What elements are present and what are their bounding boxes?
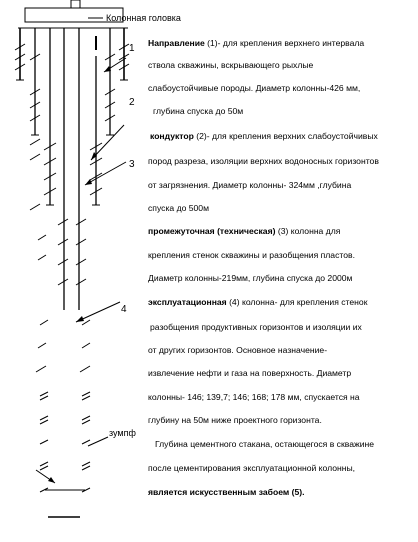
text-line-4: глубина спуска до 50м	[153, 106, 244, 116]
cement-hatching-1	[15, 44, 129, 70]
sump-label: зумпф	[109, 428, 136, 438]
text-line-7: от загрязнения. Диаметр колонны- 324мм ,глубина	[148, 180, 352, 190]
text-line-2: ствола скважины, вскрывающего рыхлые	[148, 60, 314, 70]
cement-hatching-2	[30, 54, 115, 121]
open-hole-wall-marks	[36, 320, 90, 492]
text-line-9: промежуточная (техническая) (3) колонна для	[148, 226, 341, 236]
callout-4: 4	[121, 304, 127, 315]
cement-hatching-3	[30, 139, 102, 210]
callout-2: 2	[129, 97, 135, 108]
text-line-5: кондуктор (2)- для крепления верхних слабоустойчивых	[150, 131, 378, 141]
text-line-19: после цементирования эксплуатационной колонны,	[148, 463, 356, 473]
text-line-12: эксплуатационная (4) колонна- для крепления стенок	[148, 297, 368, 307]
text-line-15: извлечение нефти и газа на поверхность. Диаметр	[148, 368, 352, 378]
arrowhead-4	[76, 316, 84, 322]
tubing-top	[71, 0, 80, 8]
arrowhead-5	[48, 477, 55, 483]
text-line-20: является искусственным забоем (5).	[148, 487, 305, 497]
text-line-6: пород разреза, изоляции верхних водоносных горизонтов	[148, 156, 379, 166]
text-line-16: колонны- 146; 139,7; 146; 168; 178 мм, спускается на	[148, 392, 360, 402]
text-line-8: спуска до 500м	[148, 203, 209, 213]
text-line-18: Глубина цементного стакана, остающегося в скважине	[155, 439, 375, 449]
text-line-13: разобщения продуктивных горизонтов и изоляции их	[150, 322, 362, 332]
text-line-17: глубину на 50м ниже проектного горизонта.	[148, 415, 322, 425]
callout-1: 1	[129, 43, 135, 54]
text-line-1: Направление (1)- для крепления верхнего интервала	[148, 38, 365, 48]
text-line-11: Диаметр колонны-219мм, глубина спуска до 2000м	[148, 273, 353, 283]
text-line-14: от других горизонтов. Основное назначение-	[148, 345, 328, 355]
text-line-10: крепления стенок скважины и разобщения пластов.	[148, 250, 355, 260]
callout-3: 3	[129, 159, 135, 170]
text-line-3: слабоустойчивые породы. Диаметр колонны-426 мм,	[148, 83, 361, 93]
wellhead-label: Колонная головка	[106, 13, 181, 23]
